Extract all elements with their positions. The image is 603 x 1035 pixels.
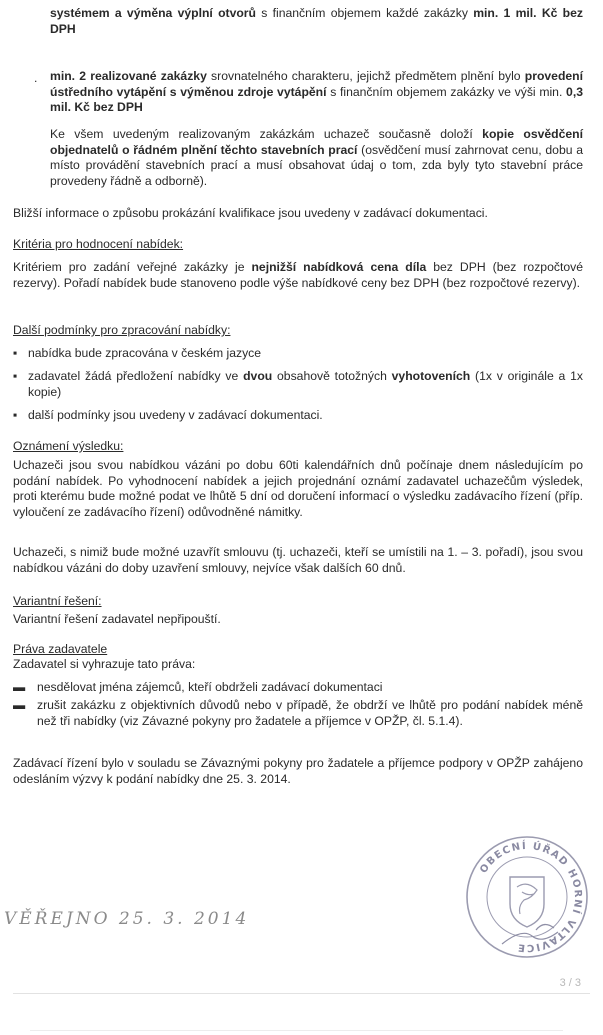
conditions-heading: Další podmínky pro zpracování nabídky: xyxy=(13,323,231,337)
page-number: 3 / 3 xyxy=(559,977,581,989)
bold-text: kopie osvědčení objednatelů o řádném plnění těchto stavebních prací xyxy=(50,127,584,157)
text: Ke všem uvedeným realizovaným zakázkám uchazeč současně doloží xyxy=(50,127,483,141)
municipal-stamp xyxy=(462,832,592,962)
footer-divider xyxy=(13,993,590,994)
text: (1x v originále a 1x kopie) xyxy=(28,369,583,399)
bottom-divider xyxy=(30,1030,563,1031)
bold-text: provedení ústředního vytápění s výměnou zdroje vytápění xyxy=(50,69,583,99)
bold-text: dvou xyxy=(243,369,273,383)
list-item-text: nabídka bude zpracována v českém jazyce xyxy=(28,346,262,360)
text: Kritériem pro zadání veřejné zakázky je xyxy=(13,260,252,274)
qualification-paragraph-2 xyxy=(50,69,583,116)
rights-intro: Zadavatel si vyhrazuje tato práva: xyxy=(13,657,196,671)
variant-heading: Variantní řešení: xyxy=(13,594,102,608)
closing-paragraph: Zadávací řízení bylo v souladu se Závaznými pokyny pro žadatele a příjemce podpory v OPŽP zahájeno odesláním výzvy k podání nabídky dne 25. 3. 2014. xyxy=(13,756,583,786)
list-item-text: zrušit zakázku z objektivních důvodů nebo v případě, že obdrží ve lhůtě pro podání nabídek méně než tři nabídky (viz Závazné pokyny pro žadatele a příjemce v OPŽP, čl. 5.1.4). xyxy=(37,698,583,728)
bullet-icon: ▪ xyxy=(13,346,18,360)
text: s finančním objemem zakázky ve výši min. xyxy=(326,84,567,99)
text: bez DPH (bez rozpočtové rezervy). Pořadí nabídek bude stanoveno podle výše nabídkové ceny bez DPH (bez rozpočtové rezervy). xyxy=(13,260,583,290)
handwritten-date: VĚŘEJNO 25. 3. 2014 xyxy=(4,909,250,929)
bold-text: min. 2 realizované zakázky xyxy=(50,69,207,83)
bold-text: nejnižší nabídková cena díla xyxy=(251,260,427,274)
text: obsahově totožných xyxy=(272,369,392,383)
dash-bullet-icon: ▬ xyxy=(13,680,26,694)
criteria-heading: Kritéria pro hodnocení nabídek: xyxy=(13,237,184,251)
variant-text: Variantní řešení zadavatel nepřipouští. xyxy=(13,612,221,626)
text: s finančním objemem každé zakázky xyxy=(256,6,474,20)
text: srovnatelného charakteru, jejichž předmětem plnění bylo xyxy=(206,69,525,83)
bold-text: min. 1 mil. Kč bez DPH xyxy=(50,6,583,36)
stamp-text: OBECNÍ ÚŘAD HORNÍ VLTAVICE xyxy=(478,840,584,954)
result-paragraph-1: Uchazeči jsou svou nabídkou vázáni po dobu 60ti kalendářních dnů počínaje dnem následujícím po podání nabídek. Po vyhodnocení nabídek a jejich projednání oznámí zadavatel uchazečům výsledek, proti kterému bude možné podat ve lhůtě 5 dní od doručení informací o výsledku zadávacího řízení (příp. vyloučení ze zadávacího řízení) odůvodněné námitky. xyxy=(13,458,583,519)
list-item-text: další podmínky jsou uvedeny v zadávací dokumentaci. xyxy=(28,408,323,422)
qualification-paragraph-3 xyxy=(50,127,583,189)
list-item-text xyxy=(28,369,583,400)
criteria-paragraph xyxy=(13,260,583,291)
list-item-text: nesdělovat jména zájemců, kteří obdrželi zadávací dokumentaci xyxy=(37,680,383,694)
text: (osvědčení musí zahrnovat cenu, dobu a místo provádění stavebních prací a musí obsahovat údaj o tom, zda byly tyto stavební práce provedeny řádně a odborně). xyxy=(50,142,583,188)
result-paragraph-2: Uchazeči, s nimiž bude možné uzavřít smlouvu (tj. uchazeči, kteří se umístili na 1. – 3. pořadí), jsou svou nabídkou vázáni do doby uzavření smlouvy, nejvíce však dalších 60 dnů. xyxy=(13,545,583,575)
text: zadavatel žádá předložení nabídky ve xyxy=(28,369,244,383)
bullet-icon: ▪ xyxy=(13,369,18,383)
dash-bullet-icon: ▬ xyxy=(13,698,26,712)
bold-text: systémem a výměna výplní otvorů xyxy=(50,6,256,20)
qualification-paragraph-1 xyxy=(50,6,583,37)
info-paragraph: Bližší informace o způsobu prokázání kvalifikace jsou uvedeny v zadávací dokumentaci. xyxy=(13,206,488,220)
rights-heading: Práva zadavatele xyxy=(13,642,108,656)
bullet-icon: ▪ xyxy=(13,408,18,422)
stray-mark: . xyxy=(34,71,38,85)
result-heading: Oznámení výsledku: xyxy=(13,439,124,453)
bold-text: 0,3 mil. Kč bez DPH xyxy=(50,84,583,115)
bold-text: vyhotoveních xyxy=(391,369,471,383)
